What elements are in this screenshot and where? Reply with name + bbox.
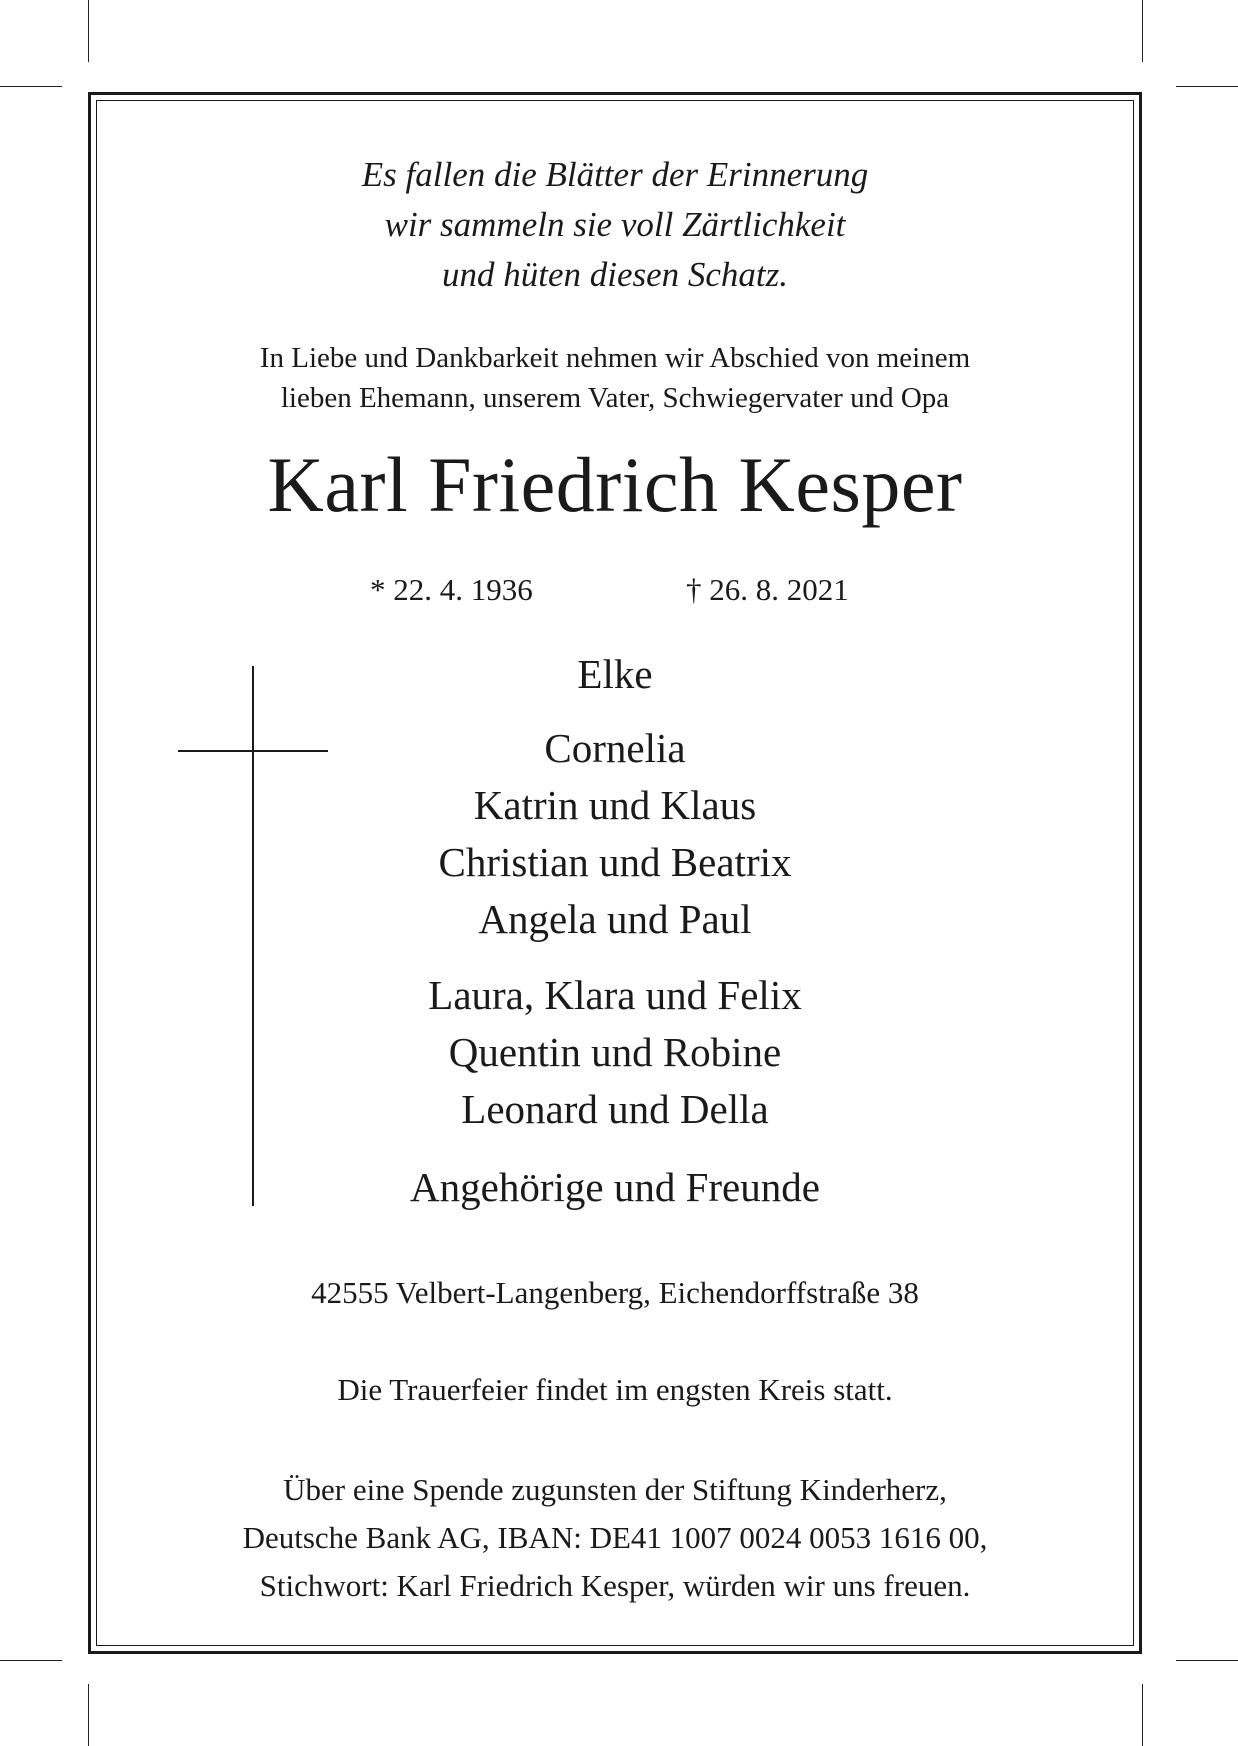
crop-mark-top-right: [1142, 0, 1143, 62]
crop-mark-left-bottom: [0, 1660, 62, 1661]
family-member: Christian und Beatrix: [438, 839, 792, 885]
crop-mark-right-bottom: [1176, 1660, 1238, 1661]
ceremony-notice: Die Trauerfeier findet im engsten Kreis statt.: [337, 1372, 893, 1407]
farewell-intro: [96, 338, 1134, 418]
family-others: Angehörige und Freunde: [410, 1164, 820, 1210]
family-member: Angela und Paul: [478, 896, 752, 942]
family-children: [96, 720, 1134, 948]
family-member: Cornelia: [544, 725, 686, 771]
family-member: Leonard und Della: [461, 1086, 769, 1132]
family-member: Quentin und Robine: [448, 1029, 782, 1075]
crop-mark-left-top: [0, 86, 62, 87]
donation-line: Stichwort: Karl Friedrich Kesper, würden wir uns freuen.: [259, 1568, 971, 1603]
family-spouse: Elke: [577, 651, 653, 697]
poem-line: und hüten diesen Schatz.: [441, 255, 789, 294]
memorial-poem: [96, 150, 1134, 300]
death-date: † 26. 8. 2021: [686, 572, 849, 607]
crop-mark-top-left: [88, 0, 89, 62]
intro-line: In Liebe und Dankbarkeit nehmen wir Abschied von meinem: [259, 342, 971, 374]
address: 42555 Velbert-Langenberg, Eichendorffstraße 38: [311, 1275, 919, 1310]
poem-line: Es fallen die Blätter der Erinnerung: [361, 155, 869, 194]
crop-mark-bottom-right: [1142, 1684, 1143, 1746]
crop-mark-right-top: [1176, 86, 1238, 87]
poem-line: wir sammeln sie voll Zärtlichkeit: [384, 205, 846, 244]
birth-date: * 22. 4. 1936: [370, 572, 533, 607]
family-grandchildren: [96, 967, 1134, 1138]
obituary-content: [96, 100, 1134, 1646]
family-member: Katrin und Klaus: [473, 782, 757, 828]
crop-mark-bottom-left: [88, 1684, 89, 1746]
donation-notice: [96, 1466, 1134, 1610]
donation-line: Deutsche Bank AG, IBAN: DE41 1007 0024 0053 1616 00,: [242, 1520, 988, 1555]
intro-line: lieben Ehemann, unserem Vater, Schwiegervater und Opa: [280, 382, 950, 414]
deceased-name: Karl Friedrich Kesper: [267, 441, 963, 528]
family-member: Laura, Klara und Felix: [428, 972, 802, 1018]
donation-line: Über eine Spende zugunsten der Stiftung Kinderherz,: [283, 1472, 947, 1507]
